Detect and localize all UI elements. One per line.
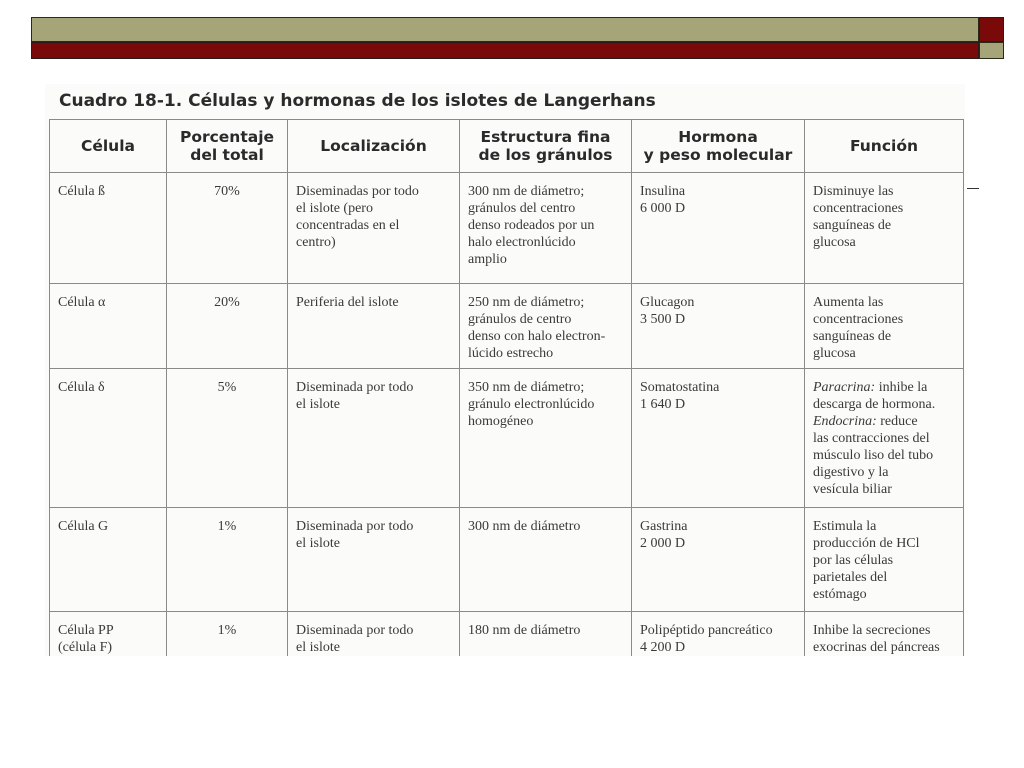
header-band-red <box>31 42 979 59</box>
cell-structure: 300 nm de diámetro; gránulos del centro denso rodeados por un halo electronlúcido amplio <box>460 173 632 284</box>
side-dash-mark <box>967 188 979 189</box>
cell-function <box>805 369 964 508</box>
endocrine-label: Endocrina: <box>813 414 877 429</box>
header-percent: Porcentaje del total <box>167 120 288 173</box>
cell-percent: 70% <box>167 173 288 284</box>
cell-hormone: Polipéptido pancreático 4 200 D <box>632 612 805 657</box>
scanned-table <box>45 84 965 656</box>
header-structure: Estructura fina de los gránulos <box>460 120 632 173</box>
cell-type: Célula α <box>50 284 167 369</box>
cell-location: Diseminada por todo el islote <box>288 508 460 612</box>
header-cell: Célula <box>50 120 167 173</box>
header-band-accent-square <box>979 17 1004 42</box>
header-band-accent-square-small <box>979 42 1004 59</box>
table-caption: Cuadro 18-1. Células y hormonas de los islotes de Langerhans <box>59 91 656 111</box>
cell-type: Célula PP (célula F) <box>50 612 167 657</box>
paracrine-label: Paracrina: <box>813 380 876 395</box>
cell-percent: 1% <box>167 612 288 657</box>
table-row <box>50 508 964 612</box>
cell-function: Estimula la producción de HCl por las células parietales del estómago <box>805 508 964 612</box>
paracrine-text: inhibe la descarga de hormona. <box>813 380 936 412</box>
header-band-olive <box>31 17 979 42</box>
cell-function: Inhibe la secreciones exocrinas del páncreas <box>805 612 964 657</box>
header-hormone: Hormona y peso molecular <box>632 120 805 173</box>
endocrine-text: reduce las contracciones del músculo liso del tubo digestivo y la vesícula biliar <box>813 414 934 497</box>
table-row <box>50 284 964 369</box>
cell-hormone: Glucagon 3 500 D <box>632 284 805 369</box>
cell-type: Célula G <box>50 508 167 612</box>
cell-location: Diseminadas por todo el islote (pero concentradas en el centro) <box>288 173 460 284</box>
cell-hormone: Insulina 6 000 D <box>632 173 805 284</box>
table-row <box>50 369 964 508</box>
cell-location: Periferia del islote <box>288 284 460 369</box>
cell-function: Disminuye las concentraciones sanguíneas de glucosa <box>805 173 964 284</box>
cell-hormone: Somatostatina 1 640 D <box>632 369 805 508</box>
cell-structure: 300 nm de diámetro <box>460 508 632 612</box>
cell-structure: 180 nm de diámetro <box>460 612 632 657</box>
cell-location: Diseminada por todo el islote <box>288 612 460 657</box>
cell-percent: 20% <box>167 284 288 369</box>
header-function: Función <box>805 120 964 173</box>
cell-structure: 350 nm de diámetro; gránulo electronlúcido homogéneo <box>460 369 632 508</box>
islet-cells-table <box>49 119 964 656</box>
table-row <box>50 612 964 657</box>
table-row <box>50 173 964 284</box>
header-location: Localización <box>288 120 460 173</box>
cell-structure: 250 nm de diámetro; gránulos de centro denso con halo electron- lúcido estrecho <box>460 284 632 369</box>
cell-hormone: Gastrina 2 000 D <box>632 508 805 612</box>
cell-location: Diseminada por todo el islote <box>288 369 460 508</box>
cell-percent: 1% <box>167 508 288 612</box>
cell-type: Célula δ <box>50 369 167 508</box>
cell-function: Aumenta las concentraciones sanguíneas de glucosa <box>805 284 964 369</box>
cell-type: Célula ß <box>50 173 167 284</box>
table-header-row <box>50 120 964 173</box>
cell-percent: 5% <box>167 369 288 508</box>
